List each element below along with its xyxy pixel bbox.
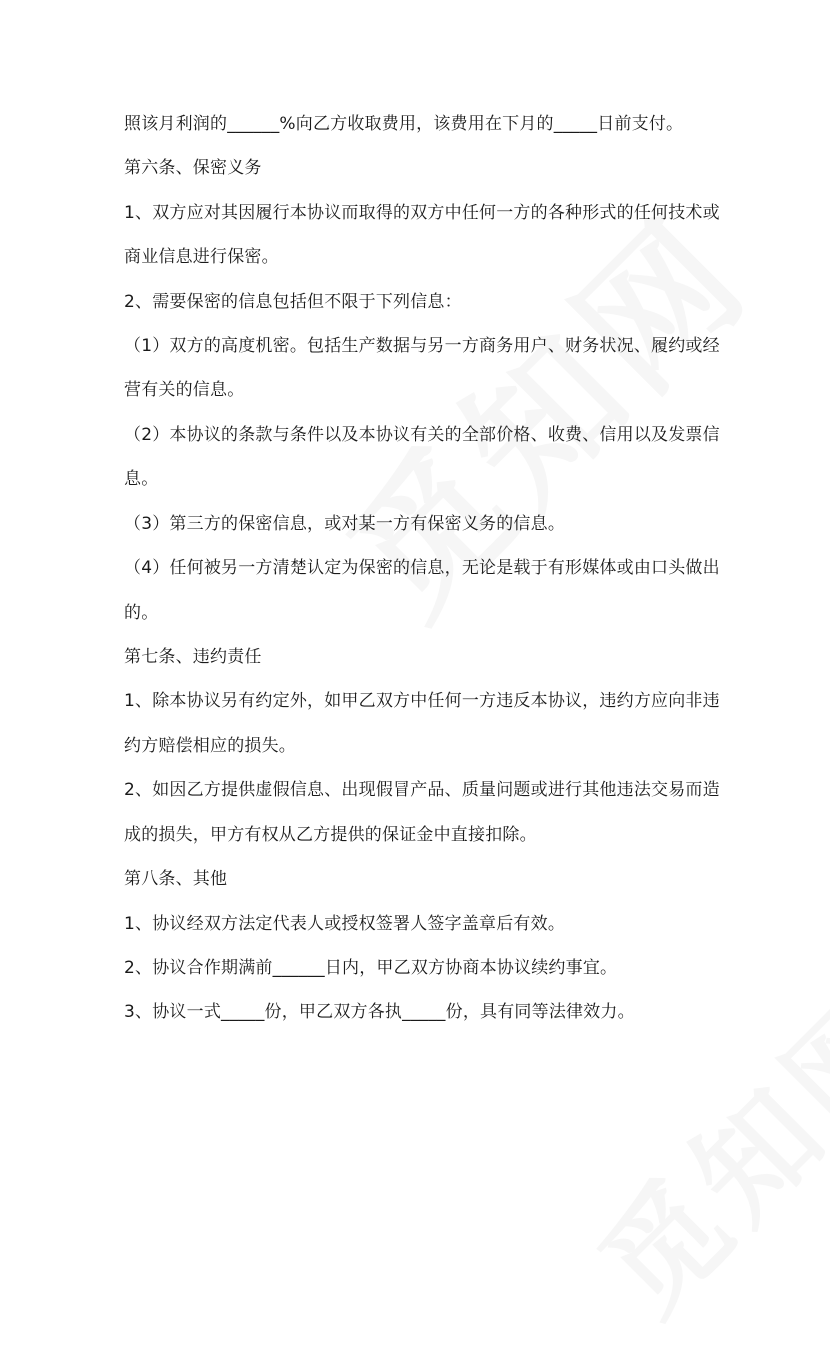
- section-heading: 第八条、其他: [124, 869, 228, 889]
- paragraph-line: 3、协议一式_____份，甲乙双方各执_____份，具有同等法律效力。: [124, 1002, 635, 1022]
- paragraph-line: 约方赔偿相应的损失。: [124, 736, 296, 756]
- paragraph-line: 营有关的信息。: [124, 380, 245, 400]
- list-item: （1）双方的高度机密。包括生产数据与另一方商务用户、财务状况、履约或经: [124, 336, 720, 356]
- paragraph-line: 1、协议经双方法定代表人或授权签署人签字盖章后有效。: [124, 914, 566, 934]
- paragraph-line: 成的损失，甲方有权从乙方提供的保证金中直接扣除。: [124, 825, 537, 845]
- paragraph-line: 照该月利润的______%向乙方收取费用，该费用在下月的_____日前支付。: [124, 114, 684, 134]
- paragraph-line: 商业信息进行保密。: [124, 247, 279, 267]
- paragraph-line: 2、需要保密的信息包括但不限于下列信息：: [124, 292, 462, 312]
- list-item: （4）任何被另一方清楚认定为保密的信息，无论是载于有形媒体或由口头做出: [124, 558, 720, 578]
- section-heading: 第七条、违约责任: [124, 647, 262, 667]
- list-item: （3）第三方的保密信息，或对某一方有保密义务的信息。: [124, 514, 566, 534]
- paragraph-line: 1、除本协议另有约定外，如甲乙双方中任何一方违反本协议，违约方应向非违: [124, 691, 720, 711]
- paragraph-line: 2、协议合作期满前______日内，甲乙双方协商本协议续约事宜。: [124, 958, 618, 978]
- paragraph-line: 1、双方应对其因履行本协议而取得的双方中任何一方的各种形式的任何技术或: [124, 203, 720, 223]
- paragraph-line: 2、如因乙方提供虚假信息、出现假冒产品、质量问题或进行其他违法交易而造: [124, 780, 720, 800]
- paragraph-line: 的。: [124, 603, 159, 623]
- section-heading: 第六条、保密义务: [124, 158, 262, 178]
- list-item: （2）本协议的条款与条件以及本协议有关的全部价格、收费、信用以及发票信: [124, 425, 720, 445]
- paragraph-line: 息。: [124, 469, 159, 489]
- watermark: [294, 162, 786, 654]
